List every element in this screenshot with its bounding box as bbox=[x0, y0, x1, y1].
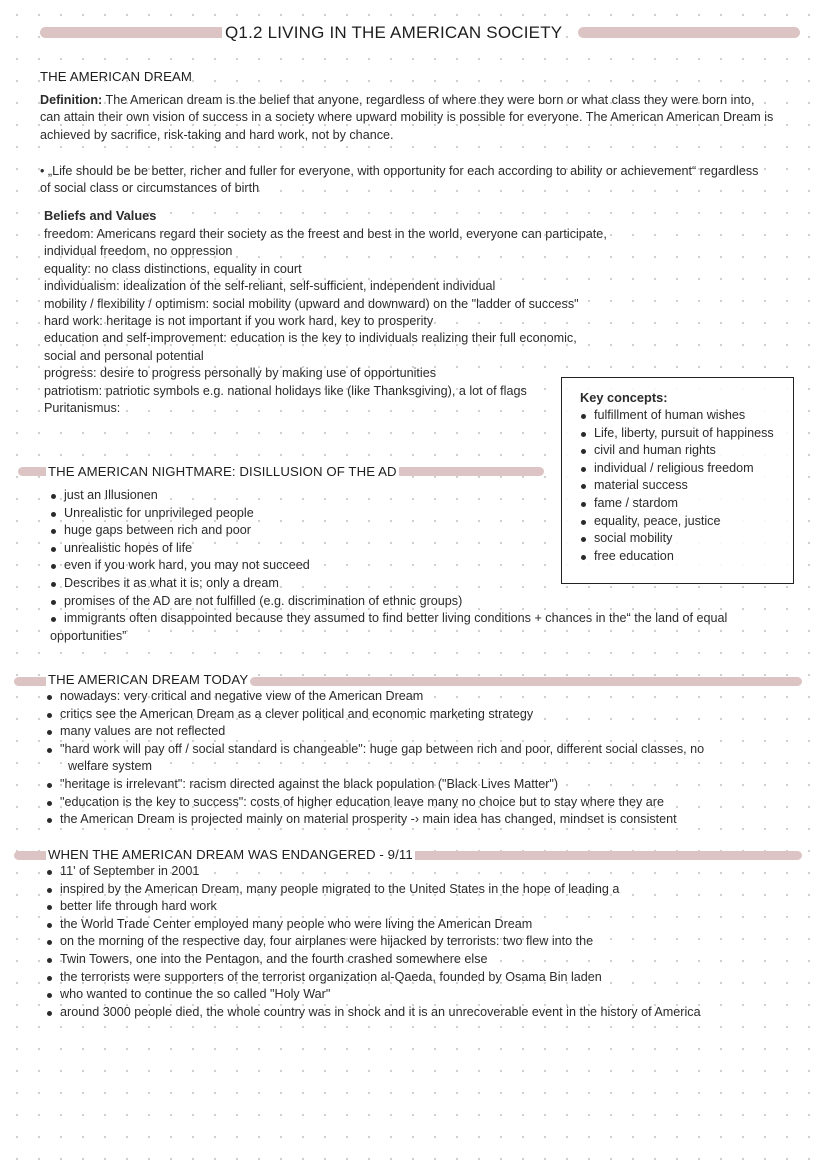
list-item: critics see the American Dream as a clever political and economic marketing strategy bbox=[44, 706, 704, 724]
belief-line: education and self-improvement: education is the key to individuals realizing their full economic, bbox=[44, 331, 577, 346]
list-item: Life, liberty, pursuit of happiness bbox=[578, 425, 774, 443]
list-item: who wanted to continue the so called "Holy War" bbox=[44, 986, 701, 1004]
key-concepts-title: Key concepts: bbox=[580, 390, 668, 405]
today-highlight-right bbox=[250, 677, 802, 686]
list-item: the American Dream is projected mainly on material prosperity -› main idea has changed, mindset is consistent bbox=[44, 811, 677, 829]
belief-line: Puritanismus: bbox=[44, 401, 121, 416]
list-item: civil and human rights bbox=[578, 442, 774, 460]
page-title: Q1.2 LIVING IN THE AMERICAN SOCIETY bbox=[222, 22, 565, 44]
quote-paragraph bbox=[40, 163, 810, 198]
nine-eleven-highlight-left bbox=[14, 851, 50, 860]
list-item: inspired by the American Dream, many people migrated to the United States in the hope of leading a bbox=[44, 881, 701, 899]
definition-label: Definition: bbox=[40, 93, 103, 107]
nightmare-last-item-continuation: opportunities” bbox=[50, 629, 127, 643]
list-item: Describes it as what it is; only a dream bbox=[48, 575, 727, 593]
list-item: "hard work will pay off / social standard is changeable": huge gap between rich and poor, different social classes, no bbox=[44, 741, 704, 759]
list-item: material success bbox=[578, 477, 774, 495]
list-item: free education bbox=[578, 548, 774, 566]
list-item: better life through hard work bbox=[44, 898, 701, 916]
list-item: the terrorists were supporters of the terrorist organization al-Qaeda, founded by Osama Bin laden bbox=[44, 969, 701, 987]
belief-line: patriotism: patriotic symbols e.g. national holidays like (like Thanksgiving), a lot of flags bbox=[44, 383, 527, 398]
today-list-continued bbox=[44, 776, 677, 829]
nine-eleven-list bbox=[44, 863, 701, 1021]
section-heading-today: THE AMERICAN DREAM TODAY bbox=[48, 672, 249, 687]
list-item: nowadays: very critical and negative view of the American Dream bbox=[44, 688, 704, 706]
beliefs-list bbox=[44, 226, 607, 417]
belief-line: social and personal potential bbox=[44, 348, 204, 363]
belief-line: progress: desire to progress personally by making use of opportunities bbox=[44, 366, 437, 381]
list-item: on the morning of the respective day, four airplanes were hijacked by terrorists: two flew into the bbox=[44, 933, 701, 951]
quote-line-2: of social class or circumstances of birth bbox=[40, 181, 260, 196]
beliefs-heading: Beliefs and Values bbox=[44, 208, 157, 223]
list-item: the World Trade Center employed many people who were living the American Dream bbox=[44, 916, 701, 934]
list-item: Twin Towers, one into the Pentagon, and the fourth crashed somewhere else bbox=[44, 951, 701, 969]
quote-line-1: • „Life should be be better, richer and fuller for everyone, with opportunity for each according to ability or achievement“ regardless bbox=[40, 164, 759, 178]
nightmare-highlight-right bbox=[396, 467, 544, 476]
title-highlight-left bbox=[40, 27, 228, 38]
list-item: social mobility bbox=[578, 530, 774, 548]
list-item: huge gaps between rich and poor bbox=[48, 522, 727, 540]
section-heading-nightmare: THE AMERICAN NIGHTMARE: DISILLUSION OF THE AD bbox=[48, 464, 397, 479]
list-item: promises of the AD are not fulfilled (e.g. discrimination of ethnic groups) bbox=[48, 593, 727, 611]
list-item: 11' of September in 2001 bbox=[44, 863, 701, 881]
title-highlight-right bbox=[578, 27, 800, 38]
list-item: equality, peace, justice bbox=[578, 513, 774, 531]
belief-line: individualism: idealization of the self-reliant, self-sufficient, independent individual bbox=[44, 279, 496, 294]
belief-line: freedom: Americans regard their society as the freest and best in the world, everyone can participate, bbox=[44, 227, 607, 241]
belief-line: mobility / flexibility / optimism: social mobility (upward and downward) on the "ladder of success" bbox=[44, 296, 579, 311]
today-highlight-left bbox=[14, 677, 50, 686]
today-item-continuation: welfare system bbox=[68, 759, 152, 773]
definition-paragraph bbox=[40, 92, 810, 144]
list-item: fulfillment of human wishes bbox=[578, 407, 774, 425]
list-item: many values are not reflected bbox=[44, 723, 704, 741]
list-item: Unrealistic for unprivileged people bbox=[48, 505, 727, 523]
today-list bbox=[44, 688, 704, 758]
list-item: around 3000 people died, the whole country was in shock and it is an unrecoverable event in the history of America bbox=[44, 1004, 701, 1022]
nine-eleven-highlight-right bbox=[408, 851, 802, 860]
list-item: individual / religious freedom bbox=[578, 460, 774, 478]
list-item: even if you work hard, you may not succeed bbox=[48, 557, 727, 575]
belief-line: equality: no class distinctions, equality in court bbox=[44, 261, 302, 276]
belief-line: hard work: heritage is not important if you work hard, key to prosperity bbox=[44, 314, 434, 329]
definition-line-1: The American dream is the belief that anyone, regardless of where they were born or what class they were born into, bbox=[105, 93, 755, 107]
nightmare-list bbox=[48, 487, 727, 628]
list-item: "heritage is irrelevant": racism directed against the black population ("Black Lives Matter") bbox=[44, 776, 677, 794]
definition-line-3: achieved by sacrifice, risk-taking and hard work, not by chance. bbox=[40, 127, 394, 142]
list-item: immigrants often disappointed because they assumed to find better living conditions + chances in the“ the land of equal bbox=[48, 610, 727, 628]
list-item: fame / stardom bbox=[578, 495, 774, 513]
section-heading-american-dream: THE AMERICAN DREAM bbox=[40, 69, 193, 84]
section-heading-nine-eleven: WHEN THE AMERICAN DREAM WAS ENDANGERED - 9/11 bbox=[48, 847, 413, 862]
list-item: just an Illusionen bbox=[48, 487, 727, 505]
list-item: unrealistic hopes of life bbox=[48, 540, 727, 558]
list-item: "education is the key to success": costs of higher education leave many no choice but to stay where they are bbox=[44, 794, 677, 812]
definition-line-2: can attain their own vision of success in a society where upward mobility is possible for everyone. The American American Dream is bbox=[40, 110, 774, 125]
belief-line: individual freedom, no oppression bbox=[44, 244, 233, 259]
